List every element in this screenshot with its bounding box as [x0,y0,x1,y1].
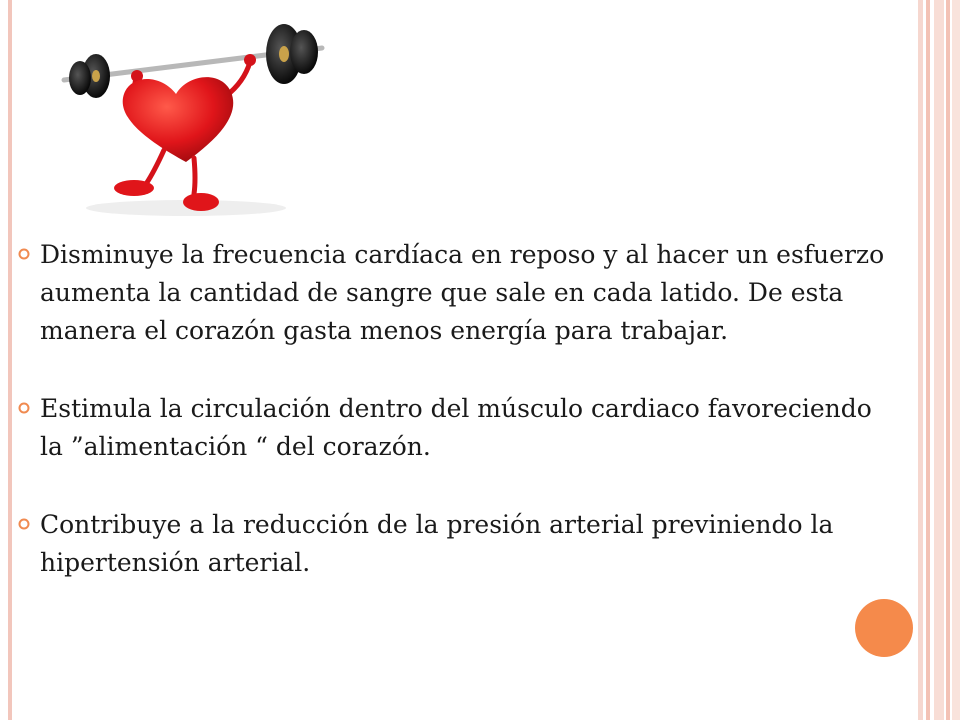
bullet-ring-icon [18,402,30,414]
bullet-text: Contribuye a la reducción de la presión arterial previniendo la hipertensión arterial. [40,510,834,577]
left-border [8,0,12,720]
bullet-ring-icon [18,518,30,530]
heart-lifting-barbell-icon [36,12,336,222]
right-stripe [918,0,923,720]
bullet-list [20,236,890,582]
right-stripe [926,0,930,720]
right-stripe [934,0,944,720]
bullet-item [20,236,890,350]
bullet-item [20,390,890,466]
decorative-orange-circle [855,599,913,657]
right-stripe [952,0,960,720]
bullet-ring-icon [18,248,30,260]
bullet-text: Estimula la circulación dentro del músculo cardiaco favoreciendo la ”alimentación “ del corazón. [40,394,872,461]
bullet-text: Disminuye la frecuencia cardíaca en reposo y al hacer un esfuerzo aumenta la cantidad de sangre que sale en cada latido. De esta manera el corazón gasta menos energía para trabajar. [40,240,885,345]
bullet-item [20,506,890,582]
right-stripe [946,0,950,720]
